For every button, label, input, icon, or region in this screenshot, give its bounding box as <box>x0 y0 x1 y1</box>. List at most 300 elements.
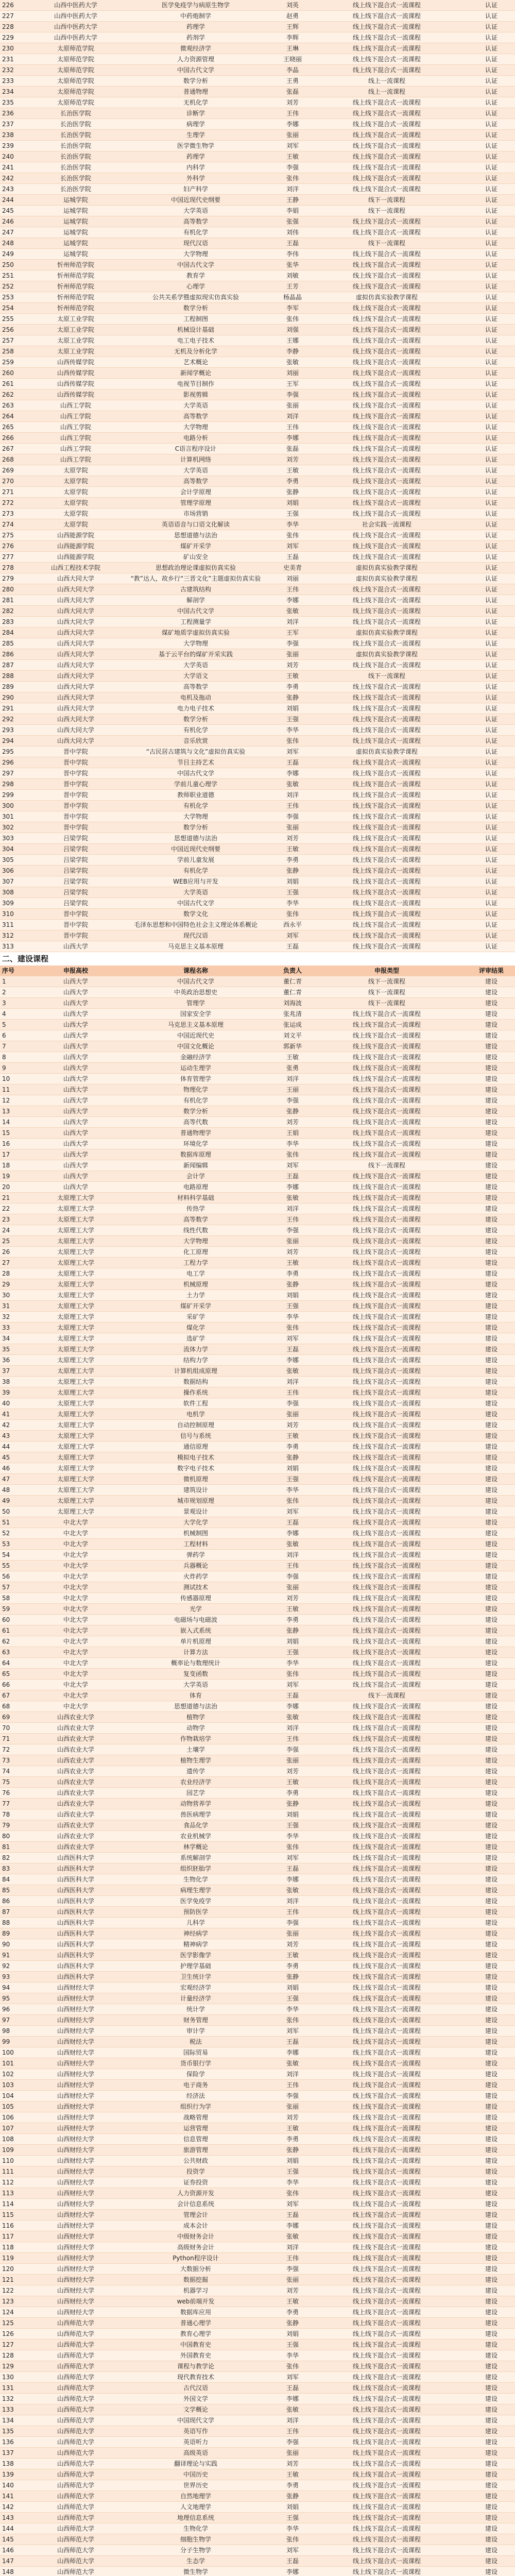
cell-school: 太原理工大学 <box>25 1247 127 1258</box>
cell-course: 人文地理学 <box>127 2502 265 2513</box>
cell-school: 晋中学院 <box>25 822 127 833</box>
table-row <box>0 1485 515 1496</box>
table-row <box>0 2491 515 2502</box>
cell-no: 146 <box>0 2545 25 2556</box>
cell-no: 46 <box>0 1463 25 1474</box>
cell-result: 认证 <box>453 584 515 595</box>
cell-person: 王强 <box>265 887 320 898</box>
table-row <box>0 1744 515 1755</box>
cell-school: 中北大学 <box>25 1680 127 1690</box>
cell-course: 机器学习 <box>127 2285 265 2296</box>
cell-course: 环境化学 <box>127 1139 265 1149</box>
cell-course: 大学英语 <box>127 887 265 898</box>
cell-course: 煤矿开采学 <box>127 1301 265 1312</box>
cell-course: 大学英语 <box>127 660 265 671</box>
cell-type: 线上线下混合式一流课程 <box>320 2210 453 2221</box>
cell-type: 线上线下混合式一流课程 <box>320 2415 453 2426</box>
cell-type: 线上线下混合式一流课程 <box>320 1517 453 1528</box>
cell-person: 张运成 <box>265 1020 320 1030</box>
table-row <box>0 249 515 260</box>
cell-result: 建设 <box>453 1744 515 1755</box>
cell-result: 认证 <box>453 314 515 325</box>
cell-result: 建设 <box>453 2242 515 2253</box>
cell-type: 线上线下混合式一流课程 <box>320 703 453 714</box>
cell-no: 27 <box>0 1258 25 1268</box>
cell-person: 王娜 <box>265 335 320 346</box>
cell-no: 235 <box>0 97 25 108</box>
cell-school: 山西能源学院 <box>25 552 127 563</box>
cell-no: 19 <box>0 1171 25 1182</box>
cell-school: 太原理工大学 <box>25 1225 127 1236</box>
cell-type: 线上线下混合式一流课程 <box>320 1593 453 1604</box>
cell-result: 认证 <box>453 876 515 887</box>
cell-no: 38 <box>0 1377 25 1387</box>
cell-no: 14 <box>0 1117 25 1128</box>
cell-result: 建设 <box>453 2015 515 2026</box>
cell-result: 建设 <box>453 1680 515 1690</box>
cell-no: 82 <box>0 1853 25 1863</box>
cell-school: 山西农业大学 <box>25 1766 127 1777</box>
cell-no: 229 <box>0 32 25 43</box>
cell-result: 认证 <box>453 43 515 54</box>
cell-course: 动物学 <box>127 1723 265 1734</box>
cell-type: 线上线下混合式一流课程 <box>320 1106 453 1117</box>
cell-no: 129 <box>0 2361 25 2372</box>
cell-school: 山西农业大学 <box>25 1831 127 1842</box>
cell-course: 统计学 <box>127 2004 265 2015</box>
cell-result: 建设 <box>453 1214 515 1225</box>
cell-type: 线上线下混合式一流课程 <box>320 1582 453 1593</box>
cell-no: 301 <box>0 811 25 822</box>
cell-result: 建设 <box>453 1160 515 1171</box>
cell-result: 建设 <box>453 1204 515 1214</box>
cell-result: 建设 <box>453 2318 515 2329</box>
cell-course: 有机化学 <box>127 725 265 736</box>
cell-no: 73 <box>0 1755 25 1766</box>
cell-no: 250 <box>0 260 25 270</box>
cell-person: 刘娟 <box>265 1290 320 1301</box>
table-row <box>0 303 515 314</box>
cell-type: 虚拟仿真实验教学课程 <box>320 292 453 303</box>
cell-person: 王敏 <box>265 671 320 682</box>
cell-result: 建设 <box>453 2534 515 2545</box>
cell-person: 刘军 <box>265 747 320 757</box>
cell-course: 国际贸易 <box>127 2047 265 2058</box>
cell-no: 136 <box>0 2437 25 2448</box>
cell-type: 线上线下混合式一流课程 <box>320 1539 453 1550</box>
cell-type: 线上线下混合式一流课程 <box>320 2448 453 2459</box>
cell-type: 线上线下混合式一流课程 <box>320 530 453 541</box>
cell-course: 中国近现代史纲要 <box>127 844 265 855</box>
cell-type: 线上线下混合式一流课程 <box>320 2469 453 2480</box>
cell-school: 长治医学院 <box>25 130 127 141</box>
cell-no: 312 <box>0 930 25 941</box>
cell-course: 高等数学 <box>127 476 265 487</box>
cell-result: 建设 <box>453 1344 515 1355</box>
cell-no: 236 <box>0 108 25 119</box>
cell-result: 认证 <box>453 552 515 563</box>
cell-result: 建设 <box>453 2469 515 2480</box>
cell-no: 262 <box>0 389 25 400</box>
cell-type: 线上线下混合式一流课程 <box>320 2275 453 2285</box>
cell-result: 认证 <box>453 671 515 682</box>
table-row <box>0 227 515 238</box>
table-row <box>0 141 515 151</box>
cell-school: 山西大学 <box>25 1020 127 1030</box>
cell-person: 王磊 <box>265 1171 320 1182</box>
table-row <box>0 866 515 876</box>
cell-no: 245 <box>0 206 25 216</box>
cell-school: 长治医学院 <box>25 141 127 151</box>
table-row <box>0 1993 515 2004</box>
cell-school: 山西师范大学 <box>25 2361 127 2372</box>
cell-school: 忻州师范学院 <box>25 260 127 270</box>
cell-type: 线上线下混合式一流课程 <box>320 1128 453 1139</box>
cell-no: 3 <box>0 998 25 1009</box>
cell-type: 线上线下混合式一流课程 <box>320 1506 453 1517</box>
cell-school: 山西财经大学 <box>25 2080 127 2091</box>
cell-school: 运城学院 <box>25 249 127 260</box>
cell-no: 31 <box>0 1301 25 1312</box>
cell-school: 吕梁学院 <box>25 876 127 887</box>
cell-result: 建设 <box>453 1398 515 1409</box>
cell-type: 线上线下混合式一流课程 <box>320 1204 453 1214</box>
cell-no: 142 <box>0 2502 25 2513</box>
cell-result: 建设 <box>453 2112 515 2123</box>
cell-person: 王敏 <box>265 2296 320 2307</box>
cell-type: 线上线下混合式一流课程 <box>320 1344 453 1355</box>
cell-person: 刘军 <box>265 1853 320 1863</box>
cell-type: 线上线下混合式一流课程 <box>320 379 453 389</box>
cell-course: 测试技术 <box>127 1582 265 1593</box>
table-row <box>0 1918 515 1928</box>
cell-type: 线上线下混合式一流课程 <box>320 2004 453 2015</box>
cell-no: 244 <box>0 195 25 206</box>
cell-result: 建设 <box>453 1701 515 1712</box>
cell-course: 人力资源管理 <box>127 54 265 65</box>
cell-type: 线上线下混合式一流课程 <box>320 65 453 76</box>
cell-school: 吕梁学院 <box>25 866 127 876</box>
cell-person: 李华 <box>265 1139 320 1149</box>
cell-school: 山西农业大学 <box>25 1842 127 1853</box>
cell-school: 山西中医药大学 <box>25 11 127 22</box>
cell-course: 外科学 <box>127 173 265 184</box>
cell-course: 作物栽培学 <box>127 1734 265 1744</box>
cell-person: 张敏 <box>265 606 320 617</box>
cell-person: 李华 <box>265 1831 320 1842</box>
table-row <box>0 876 515 887</box>
cell-person: 王敏 <box>265 1431 320 1442</box>
cell-school: 山西师范大学 <box>25 2350 127 2361</box>
table-row <box>0 2134 515 2145</box>
cell-no: 254 <box>0 303 25 314</box>
cell-result: 建设 <box>453 2523 515 2534</box>
cell-school: 中北大学 <box>25 1593 127 1604</box>
cell-no: 33 <box>0 1323 25 1333</box>
cell-school: 太原理工大学 <box>25 1377 127 1387</box>
cell-result: 建设 <box>453 2123 515 2134</box>
cell-school: 山西大学 <box>25 1084 127 1095</box>
cell-type: 线上线下混合式一流课程 <box>320 2188 453 2199</box>
cell-course: 生态学 <box>127 2556 265 2567</box>
cell-no: 92 <box>0 1961 25 1972</box>
table-row <box>0 768 515 779</box>
cell-result: 建设 <box>453 1355 515 1366</box>
cell-school: 太原理工大学 <box>25 1268 127 1279</box>
cell-no: 49 <box>0 1496 25 1506</box>
table-row <box>0 2361 515 2372</box>
cell-result: 建设 <box>453 2448 515 2459</box>
cell-result: 建设 <box>453 1647 515 1658</box>
table-row <box>0 1149 515 1160</box>
cell-type: 线下一流课程 <box>320 671 453 682</box>
cell-course: 高等代数 <box>127 1117 265 1128</box>
cell-no: 121 <box>0 2275 25 2285</box>
cell-result: 认证 <box>453 379 515 389</box>
cell-result: 建设 <box>453 2502 515 2513</box>
cell-person: 王伟 <box>265 422 320 433</box>
cell-person: 董仁青 <box>265 976 320 987</box>
cell-result: 建设 <box>453 1831 515 1842</box>
cell-result: 建设 <box>453 976 515 987</box>
cell-person: 郭新华 <box>265 1041 320 1052</box>
cell-type: 线上线下混合式一流课程 <box>320 2491 453 2502</box>
cell-type: 线上线下混合式一流课程 <box>320 22 453 32</box>
table-row <box>0 400 515 411</box>
cell-course: 数学分析 <box>127 303 265 314</box>
cell-type: 线下一流课程 <box>320 1160 453 1171</box>
cell-school: 中北大学 <box>25 1539 127 1550</box>
cell-result: 建设 <box>453 1690 515 1701</box>
cell-type: 线上线下混合式一流课程 <box>320 422 453 433</box>
cell-person: 王磊 <box>265 941 320 952</box>
cell-type: 线上线下混合式一流课程 <box>320 1063 453 1074</box>
cell-school: 山西财经大学 <box>25 2091 127 2102</box>
cell-school: 太原理工大学 <box>25 1279 127 1290</box>
cell-no: 48 <box>0 1485 25 1496</box>
cell-person: 张伟 <box>265 2015 320 2026</box>
cell-person: 李军 <box>265 303 320 314</box>
cell-no: 62 <box>0 1636 25 1647</box>
cell-no: 286 <box>0 649 25 660</box>
cell-course: 外国教育史 <box>127 2350 265 2361</box>
cell-no: 80 <box>0 1831 25 1842</box>
cell-person: 张静 <box>265 1452 320 1463</box>
table-row <box>0 692 515 703</box>
cell-no: 135 <box>0 2426 25 2437</box>
table-row <box>0 1474 515 1485</box>
cell-school: 晋中学院 <box>25 747 127 757</box>
table-row <box>0 487 515 498</box>
cell-person: 张敏 <box>265 1712 320 1723</box>
table-row <box>0 1506 515 1517</box>
cell-person: 西永平 <box>265 920 320 930</box>
cell-type: 线上线下混合式一流课程 <box>320 822 453 833</box>
table-row <box>0 1442 515 1452</box>
cell-no: 249 <box>0 249 25 260</box>
cell-no: 52 <box>0 1528 25 1539</box>
cell-type: 线上线下混合式一流课程 <box>320 1084 453 1095</box>
cell-result: 建设 <box>453 1084 515 1095</box>
cell-result: 认证 <box>453 325 515 335</box>
cell-type: 线上线下混合式一流课程 <box>320 1896 453 1907</box>
cell-no: 313 <box>0 941 25 952</box>
cell-school: 山西农业大学 <box>25 1799 127 1809</box>
table-row <box>0 346 515 357</box>
table-row <box>0 2329 515 2340</box>
cell-course: 数学分析 <box>127 1106 265 1117</box>
cell-person: 刘芳 <box>265 1593 320 1604</box>
cell-school: 山西财经大学 <box>25 2307 127 2318</box>
cell-school: 山西大学 <box>25 1063 127 1074</box>
cell-school: 山西师范大学 <box>25 2556 127 2567</box>
cell-result: 建设 <box>453 2307 515 2318</box>
cell-school: 山西工学院 <box>25 422 127 433</box>
cell-person: 刘芳 <box>265 1117 320 1128</box>
cell-result: 认证 <box>453 173 515 184</box>
cell-person: 王磊 <box>265 1863 320 1874</box>
cell-person: 李强 <box>265 811 320 822</box>
table-row <box>0 1193 515 1204</box>
cell-no: 110 <box>0 2156 25 2166</box>
cell-course: 计算机网络 <box>127 454 265 465</box>
cell-no: 307 <box>0 876 25 887</box>
cell-course: 植物生理学 <box>127 1755 265 1766</box>
cell-course: 中国历史 <box>127 2469 265 2480</box>
cell-person: 张静 <box>265 1106 320 1117</box>
cell-result: 建设 <box>453 1939 515 1950</box>
cell-result: 建设 <box>453 1366 515 1377</box>
cell-no: 296 <box>0 757 25 768</box>
cell-course: 公共关系学暨虚拟现实仿真实验 <box>127 292 265 303</box>
cell-person: 李勇 <box>265 682 320 692</box>
table-row <box>0 2123 515 2134</box>
cell-no: 308 <box>0 887 25 898</box>
cell-type: 线上线下混合式一流课程 <box>320 2156 453 2166</box>
cell-person: 王磊 <box>265 238 320 249</box>
cell-person: 张兆清 <box>265 1009 320 1020</box>
cell-person: 王伟 <box>265 1214 320 1225</box>
table-row <box>0 2177 515 2188</box>
cell-person: 刘伟 <box>265 227 320 238</box>
cell-result: 认证 <box>453 541 515 552</box>
cell-school: 太原理工大学 <box>25 1431 127 1442</box>
cell-school: 山西大学 <box>25 941 127 952</box>
cell-school: 山西财经大学 <box>25 2123 127 2134</box>
cell-no: 258 <box>0 346 25 357</box>
cell-person: 张伟 <box>265 2534 320 2545</box>
cell-result: 认证 <box>453 725 515 736</box>
cell-no: 67 <box>0 1690 25 1701</box>
cell-result: 建设 <box>453 1517 515 1528</box>
cell-school: 中北大学 <box>25 1615 127 1625</box>
cell-person: 王敏 <box>265 2469 320 2480</box>
cell-person: 张强 <box>265 216 320 227</box>
cell-course: 数字电子技术 <box>127 1463 265 1474</box>
cell-result: 建设 <box>453 1052 515 1063</box>
table-row <box>0 2069 515 2080</box>
cell-course: 药剂学 <box>127 32 265 43</box>
cell-school: 山西工学院 <box>25 454 127 465</box>
cell-result: 建设 <box>453 1225 515 1236</box>
cell-person: 刘娟 <box>265 1809 320 1820</box>
cell-type: 线上线下混合式一流课程 <box>320 833 453 844</box>
cell-person: 张敏 <box>265 1539 320 1550</box>
cell-school: 山西大同大学 <box>25 617 127 628</box>
cell-school: 山西能源学院 <box>25 530 127 541</box>
cell-school: 山西大学 <box>25 1009 127 1020</box>
table-row <box>0 43 515 54</box>
cell-type: 线上线下混合式一流课程 <box>320 1463 453 1474</box>
cell-person: 张磊 <box>265 444 320 454</box>
cell-type: 线上线下混合式一流课程 <box>320 1290 453 1301</box>
cell-result: 建设 <box>453 2480 515 2491</box>
cell-course: 有机化学 <box>127 227 265 238</box>
table-row <box>0 2383 515 2394</box>
cell-person: 刘芳 <box>265 97 320 108</box>
cell-type: 线上线下混合式一流课程 <box>320 346 453 357</box>
cell-type: 线上线下混合式一流课程 <box>320 1528 453 1539</box>
table-row <box>0 790 515 801</box>
cell-type: 线上线下混合式一流课程 <box>320 736 453 747</box>
cell-course: 金融经济学 <box>127 1052 265 1063</box>
cell-type: 线上线下混合式一流课程 <box>320 2069 453 2080</box>
cell-result: 建设 <box>453 2296 515 2307</box>
cell-person: 刘丽 <box>265 368 320 379</box>
cell-course: 无机及分析化学 <box>127 346 265 357</box>
cell-type: 线上线下混合式一流课程 <box>320 1420 453 1431</box>
header-school: 申报高校 <box>25 965 127 976</box>
cell-person: 李娜 <box>265 119 320 130</box>
table-row <box>0 2307 515 2318</box>
cell-school: 晋中学院 <box>25 779 127 790</box>
cell-result: 建设 <box>453 1863 515 1874</box>
cell-type: 线上线下混合式一流课程 <box>320 692 453 703</box>
table-row <box>0 930 515 941</box>
cell-school: 太原理工大学 <box>25 1301 127 1312</box>
cell-person: 刘娟 <box>265 876 320 887</box>
table-row <box>0 909 515 920</box>
cell-no: 125 <box>0 2318 25 2329</box>
table-row <box>0 584 515 595</box>
cell-course: 工程制图 <box>127 314 265 325</box>
cell-course: 操作系统 <box>127 1387 265 1398</box>
cell-person: 刘洋 <box>265 411 320 422</box>
cell-no: 281 <box>0 595 25 606</box>
cell-no: 298 <box>0 779 25 790</box>
cell-course: 大学英语 <box>127 400 265 411</box>
cell-result: 认证 <box>453 595 515 606</box>
cell-no: 93 <box>0 1972 25 1982</box>
cell-result: 认证 <box>453 682 515 692</box>
table-row <box>0 1387 515 1398</box>
cell-school: 运城学院 <box>25 227 127 238</box>
table-row <box>0 725 515 736</box>
cell-result: 建设 <box>453 2361 515 2372</box>
cell-no: 247 <box>0 227 25 238</box>
cell-person: 王敏 <box>265 1258 320 1268</box>
cell-person: 张丽 <box>265 2448 320 2459</box>
cell-result: 建设 <box>453 1128 515 1139</box>
table-row <box>0 97 515 108</box>
cell-type: 线上线下混合式一流课程 <box>320 444 453 454</box>
cell-course: 现代汉语 <box>127 930 265 941</box>
table-row <box>0 2112 515 2123</box>
cell-school: 太原理工大学 <box>25 1312 127 1323</box>
cell-course: 预防医学 <box>127 1907 265 1918</box>
cell-no: 63 <box>0 1647 25 1658</box>
cell-type: 线上线下混合式一流课程 <box>320 725 453 736</box>
